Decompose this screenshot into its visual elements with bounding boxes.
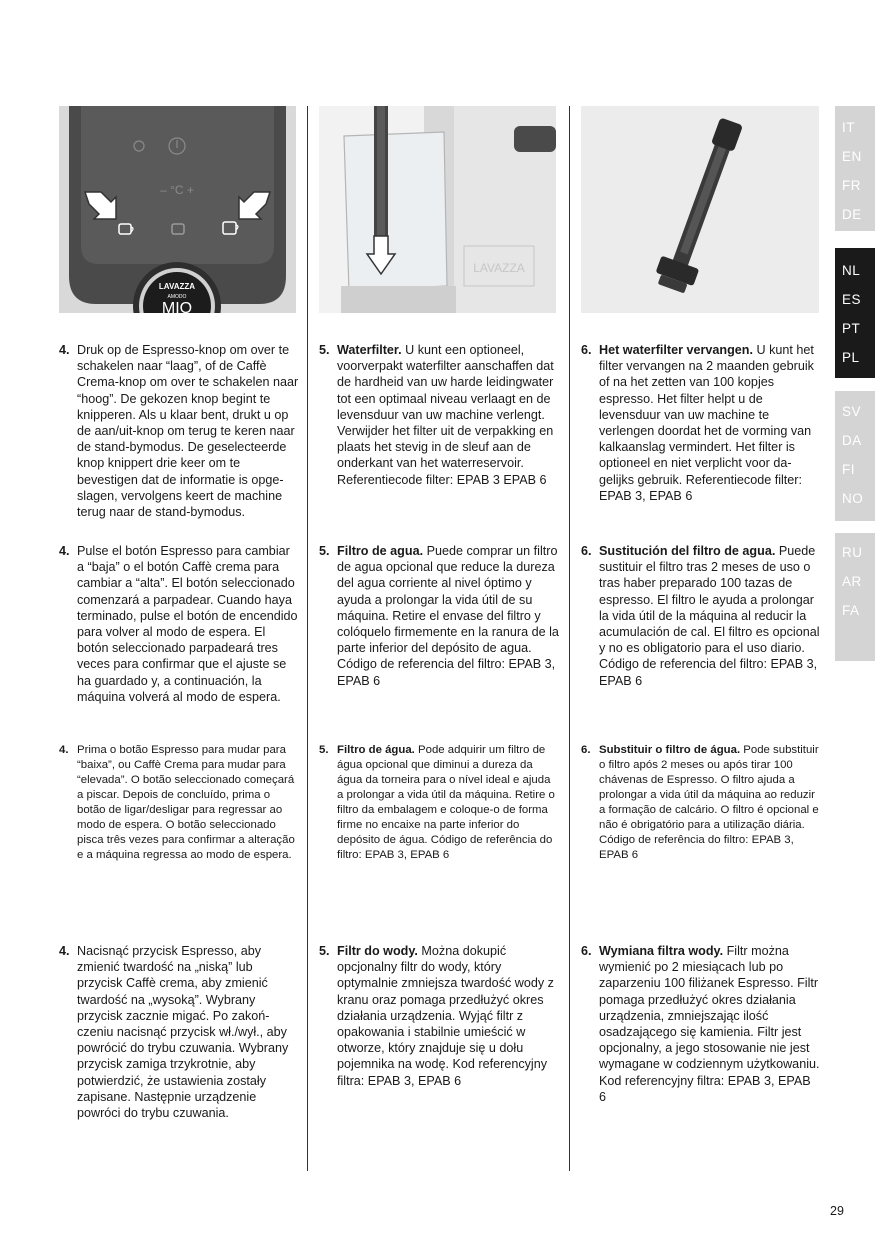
lang-tab-de[interactable]: DE — [842, 207, 862, 222]
lang-tab-en[interactable]: EN — [842, 149, 862, 164]
lang-tab-fr[interactable]: FR — [842, 178, 861, 193]
temperature-label: – °C + — [160, 183, 194, 197]
lang-tab-ar[interactable]: AR — [842, 574, 862, 589]
step-body: Puede comprar un filtro de agua opcional que reduce la dureza del agua corriente al nivel óptimo y ayuda a prolongar la vida útil de su máquina. Retire el envase del filtro y colóquelo firmemente en la ranura de la parte inferior del depósito de agua. Código de referencia del filtro: EPAB 3, EPAB 6 — [337, 544, 559, 688]
step-number: 4. — [59, 944, 70, 958]
water-filter-illustration — [581, 106, 819, 313]
lang-tab-it[interactable]: IT — [842, 120, 855, 135]
control-panel-illustration — [59, 106, 296, 313]
step5-nl — [319, 342, 559, 488]
step-body: Prima o botão Espresso para mudar para “baixa”, ou Caffè Crema para mudar para “elevada”. O botão seleccionado começará a piscar. Depois de concluído, prima o botão de ligar/desligar para regressar ao modo de espera. O botão seleccionado pisca três vezes para confirmar a alteração e a máquina regressa ao modo de espera. — [77, 744, 295, 861]
step-title: Wymiana filtra wody. — [599, 944, 724, 958]
water-tank-illustration — [319, 106, 556, 313]
lang-tab-pt[interactable]: PT — [842, 321, 861, 336]
column-divider-2 — [569, 106, 570, 1171]
step-body: U kunt het filter vervangen na 2 maanden gebruik of na het zetten van 100 kopjes espresso. Het filter helpt u de levensduur van uw machine te verlengen doordat het de vorming van kalkaanslag vermindert. Het filter is optioneel en niet verplicht voor dagelijks gebruik. Referentiecode filter: EPAB 3, EPAB 6 — [599, 343, 814, 503]
step5-pl — [319, 943, 559, 1089]
lang-tab-group-4[interactable] — [835, 533, 875, 661]
machine-logo: LAVAZZA — [473, 261, 525, 275]
step-body: Pode substituir o filtro após 2 meses ou após tirar 100 chávenas de Espresso. O filtro ajuda a prolongar a vida útil da máquina ao reduzir a formação de calcário. O filtro é opcional e não é obrigatório para a utilização diária. Código de referência do filtro: EPAB 3, EPAB 6 — [599, 744, 819, 861]
lang-tab-sv[interactable]: SV — [842, 404, 862, 419]
lang-tab-es[interactable]: ES — [842, 292, 862, 307]
step6-es — [581, 543, 821, 689]
lang-tab-fa[interactable]: FA — [842, 603, 860, 618]
step4-nl — [59, 342, 299, 520]
step-number: 6. — [581, 744, 591, 756]
step-body: Puede sustituir el filtro tras 2 meses de uso o tras haber preparado 100 tazas de espresso. El filtro le ayuda a prolongar la vida útil de la máquina al reducir la acumulación de cal. El filtro es opcional y no es obligatorio para el uso diario. Código de referencia del filtro: EPAB 3, EPAB 6 — [599, 544, 820, 688]
step-body: Nacisnąć przycisk Espresso, aby zmienić twardość na „niską” lub przycisk Caffè crema, aby zmienić twardość na „wysoką”. Wybrany przycisk zacznie migać. Po zakończeniu nacisnąć przycisk wł./wył., aby powrócić do trybu czuwania. Wybrany przycisk zamiga trzykrotnie, aby potwierdzić, że ustawienia zostały zapisane. Następnie urządzenie powróci do trybu czuwania. — [77, 944, 289, 1121]
lang-tab-group-1[interactable] — [835, 106, 875, 231]
lang-tab-da[interactable]: DA — [842, 433, 862, 448]
step-number: 4. — [59, 343, 70, 357]
step6-pt — [581, 743, 821, 863]
step4-pl — [59, 943, 299, 1121]
lang-tab-fi[interactable]: FI — [842, 462, 855, 477]
step6-pl — [581, 943, 821, 1105]
step-number: 5. — [319, 744, 329, 756]
lang-tab-no[interactable]: NO — [842, 491, 864, 506]
step-number: 5. — [319, 944, 330, 958]
lang-tab-group-3[interactable] — [835, 391, 875, 521]
step6-nl — [581, 342, 821, 504]
step-body: Filtr można wymienić po 2 miesiącach lub po zaparzeniu 100 filiżanek Espresso. Filtr pomaga przedłużyć okres działania urządzenia, zmniejszając ilość osadzającego się kamienia. Filtr jest opcjonalny, a jego stosowanie nie jest wymagane w codziennym użytkowaniu. Kod referencyjny filtra: EPAB 3, EPAB 6 — [599, 944, 820, 1104]
step-body: Pode adquirir um filtro de água opcional que diminui a dureza da água da torneira para o nível ideal e ajuda a prolongar a vida útil da máquina. Retire o filtro da embalagem e coloque-o de forma firme no encaixe na parte inferior do depósito de água. Código de referência do filtro: EPAB 3, EPAB 6 — [337, 744, 555, 861]
step5-pt — [319, 743, 559, 863]
step-body: U kunt een optioneel, voorverpakt waterfilter aanschaffen dat de hardheid van uw harde leidingwater tot een optimaal niveau verlaagt en de levensduur van uw machine verlengt. Verwijder het filter uit de verpakking en plaats het stevig in de sleuf aan de onderkant van het waterreservoir. Referentiecode filter: EPAB 3 EPAB 6 — [337, 343, 554, 487]
step-title: Het waterfilter vervangen. — [599, 343, 753, 357]
step-number: 4. — [59, 544, 70, 558]
lang-tab-pl[interactable]: PL — [842, 350, 860, 365]
lang-tab-group-2[interactable] — [835, 248, 875, 378]
step-title: Waterfilter. — [337, 343, 402, 357]
step-number: 5. — [319, 544, 330, 558]
step-title: Filtro de agua. — [337, 544, 424, 558]
step5-es — [319, 543, 559, 689]
lang-tab-nl[interactable]: NL — [842, 263, 861, 278]
column-divider-1 — [307, 106, 308, 1171]
model-label: AMODO — [167, 294, 187, 300]
mio-label: MIO — [161, 300, 193, 313]
step-number: 6. — [581, 544, 592, 558]
step-number: 6. — [581, 944, 592, 958]
step-title: Sustitución del filtro de agua. — [599, 544, 776, 558]
step-title: Filtro de água. — [337, 744, 415, 756]
step-body: Pulse el botón Espresso para cambiar a “baja” o el botón Caffè crema para cambiar a “alta”. El botón seleccionado comenzará a parpadear. Cuando haya terminado, pulse el botón de encendido para volver al modo de espera. El botón seleccionado parpadeará tres veces para confirmar que el ajuste se ha guardado y, a continuación, la máquina volverá al modo de espera. — [77, 544, 298, 704]
step-number: 4. — [59, 744, 69, 756]
brand-logo: LAVAZZA — [158, 282, 196, 291]
step-title: Filtr do wody. — [337, 944, 418, 958]
step4-es — [59, 543, 299, 705]
step4-pt — [59, 743, 299, 863]
step-number: 6. — [581, 343, 592, 357]
step-body: Druk op de Espresso-knop om over te schakelen naar “laag”, of de Caffè Crema-knop om over te schakelen naar “hoog”. De gekozen knop begint te knipperen. Als u klaar bent, drukt u op de aan/uit-knop om terug te keren naar de stand-bymodus. De geselecteerde knop knippert drie keer om te bevestigen dat de informatie is opgeslagen, vervolgens keert de machine terug naar de stand-bymodus. — [77, 343, 299, 520]
page-number: 29 — [830, 1204, 844, 1218]
step-body: Można dokupić opcjonalny filtr do wody, który optymalnie zmniejsza twardość wody z kranu oraz pomaga przedłużyć okres działania urządzenia. Wyjąć filtr z opakowania i stabilnie umieścić w otworze, który znajduje się u dołu pojemnika na wodę. Kod referencyjny filtra: EPAB 3, EPAB 6 — [337, 944, 554, 1088]
lang-tab-ru[interactable]: RU — [842, 545, 863, 560]
step-number: 5. — [319, 343, 330, 357]
step-title: Substituir o filtro de água. — [599, 744, 741, 756]
